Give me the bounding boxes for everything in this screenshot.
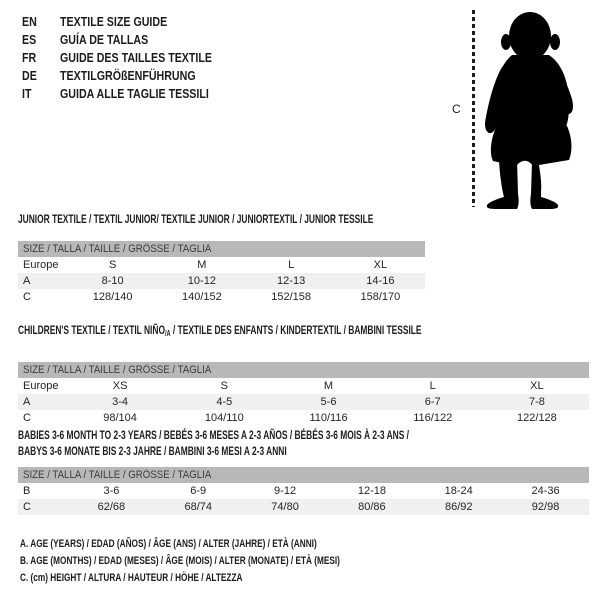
row-label: A [23,275,31,287]
language-title: TEXTILE SIZE GUIDE [60,14,168,29]
size-cell: 6-9 [190,485,207,497]
row-label: Europe [23,380,59,392]
legend-note: B. AGE (MONTHS) / EDAD (MESES) / ÂGE (MOIS) / ALTER (MONATE) / ETÀ (MESI) [20,555,340,567]
table-title-line1: BABIES 3-6 MONTH TO 2-3 YEARS / BEBÉS 3-6 MESES A 2-3 AÑOS / BÉBÉS 3-6 MOIS À 2-3 ANS / [18,428,410,442]
language-code: DE [22,68,37,83]
size-cell: 18-24 [444,485,473,497]
table-row [18,273,425,289]
size-cell: 80/86 [358,501,386,513]
language-code: IT [22,86,32,101]
table-title-line2: BABYS 3-6 MONATE BIS 2-3 JAHRE / BAMBINI 3-6 MESI A 2-3 ANNI [18,444,287,458]
language-code: EN [22,14,37,29]
language-row [22,85,245,103]
baby-silhouette-icon [482,9,590,211]
size-cell: 7-8 [528,396,545,408]
table-title: JUNIOR TEXTILE / TEXTIL JUNIOR/ TEXTILE JUNIOR / JUNIORTEXTIL / JUNIOR TESSILE [18,212,374,226]
language-title: TEXTILGRÖßENFÜHRUNG [60,68,196,83]
language-row [22,31,245,49]
junior-size-table [18,212,425,305]
size-cell: 98/104 [103,412,137,424]
table-row [18,289,425,305]
row-label: C [23,501,31,513]
language-title: GUÍA DE TALLAS [60,32,149,47]
table-row [18,410,589,426]
language-header [22,13,245,103]
size-cell: M [197,259,207,271]
size-cell: 140/152 [181,291,222,303]
language-row [22,49,245,67]
size-cell: XS [112,380,128,392]
height-measure-label: C [452,102,461,116]
size-cell: L [288,259,295,271]
size-cell: 8-10 [101,275,124,287]
size-cell: S [220,380,228,392]
language-row [22,13,245,31]
size-header-bar: SIZE / TALLA / TAILLE / GRÖSSE / TAGLIA [18,362,589,378]
size-cell: L [429,380,436,392]
size-cell: 158/170 [360,291,401,303]
size-cell: XL [530,380,544,392]
row-label: C [23,412,31,424]
size-cell: 3-4 [112,396,129,408]
size-cell: 6-7 [424,396,441,408]
size-cell: 110/116 [309,412,348,424]
language-title: GUIDE DES TAILLES TEXTILE [60,50,213,65]
language-row [22,67,245,85]
row-label: Europe [23,259,59,271]
language-code: ES [22,32,37,47]
legend-notes [20,536,447,587]
table-row [18,483,589,499]
size-cell: 10-12 [187,275,216,287]
table-title: CHILDREN'S TEXTILE / TEXTIL $NIÑO_{/A}$ / TEXTILE DES ENFANTS / KINDERTEXTIL / BAMBINI TESSILE [18,323,422,338]
size-cell: 116/122 [413,412,453,424]
size-cell: S [108,259,117,271]
size-cell: 14-16 [366,275,395,287]
legend-note: A. AGE (YEARS) / EDAD (AÑOS) / ÂGE (ANS) / ALTER (JAHRE) / ETÀ (ANNI) [20,538,317,550]
size-cell: 152/158 [271,291,311,303]
table-row [18,257,425,273]
row-label: B [23,485,31,497]
size-cell: 86/92 [444,501,473,513]
language-title: GUIDA ALLE TAGLIE TESSILI [60,86,209,101]
row-label: C [23,291,31,303]
language-code: FR [22,50,37,65]
size-cell: 9-12 [274,485,297,497]
table-row [18,378,589,394]
size-cell: XL [373,259,388,271]
size-cell: 104/110 [204,412,244,424]
size-cell: 74/80 [271,501,299,513]
size-cell: 12-18 [357,485,386,497]
size-cell: 3-6 [103,485,120,497]
size-cell: 68/74 [184,501,212,513]
children-size-table [18,323,589,426]
size-cell: 24-36 [531,485,560,497]
height-measure-line [472,10,475,207]
size-cell: 4-5 [216,396,233,408]
babies-size-table [18,427,589,515]
size-cell: 122/128 [517,412,557,424]
size-cell: M [323,380,334,392]
size-cell: 5-6 [320,396,337,408]
size-cell: 92/98 [531,501,560,513]
legend-note: C. (cm) HEIGHT / ALTURA / HAUTEUR / HÖHE / ALTEZZA [20,572,243,584]
size-header-bar: SIZE / TALLA / TAILLE / GRÖSSE / TAGLIA [18,467,589,483]
row-label: A [23,396,31,408]
size-cell: 12-13 [277,275,306,287]
size-cell: 62/68 [97,501,126,513]
size-cell: 128/140 [92,291,133,303]
table-row [18,499,589,515]
size-header-bar: SIZE / TALLA / TAILLE / GRÖSSE / TAGLIA [18,241,425,257]
table-row [18,394,589,410]
